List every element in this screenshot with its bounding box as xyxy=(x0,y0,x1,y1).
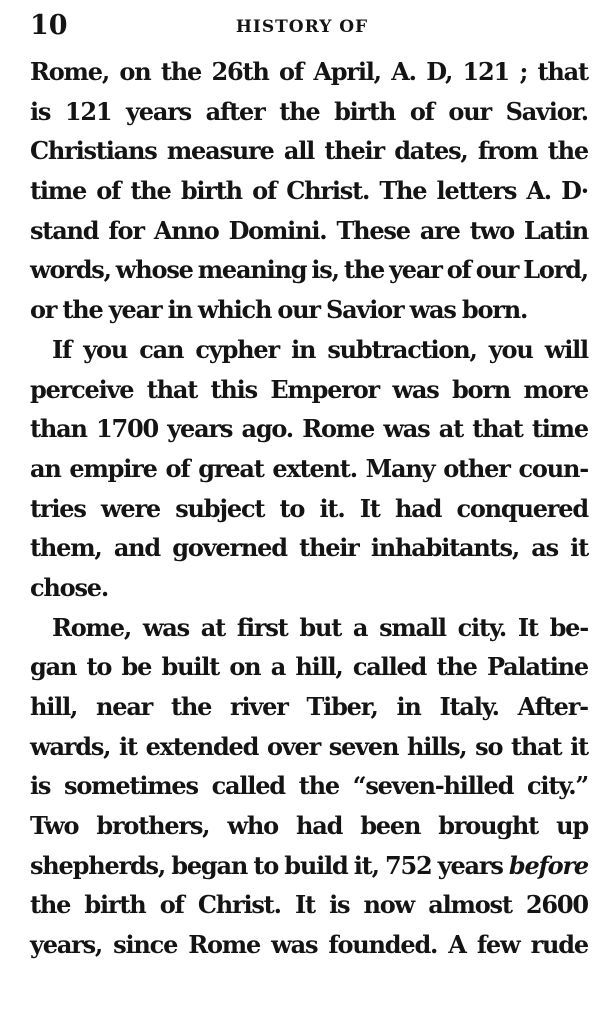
text-line xyxy=(30,608,588,648)
text-line xyxy=(30,528,588,568)
word: that xyxy=(146,374,198,404)
word: hill, xyxy=(30,692,78,721)
word: been xyxy=(360,811,421,841)
word: D, xyxy=(426,57,453,86)
word: Two xyxy=(30,811,79,841)
word: birth xyxy=(180,176,242,206)
word: that xyxy=(511,731,562,761)
word: Emperor xyxy=(270,374,379,404)
word: had xyxy=(295,811,343,841)
text-line xyxy=(30,687,588,727)
word: inhabitants, xyxy=(370,533,519,563)
word: measure xyxy=(166,136,274,166)
word: whose xyxy=(115,255,193,285)
word: April, xyxy=(313,57,381,86)
word: of xyxy=(159,890,184,920)
word: 121 xyxy=(64,96,112,126)
word: in xyxy=(396,692,421,721)
word: rude xyxy=(530,930,588,960)
word: had xyxy=(394,493,442,523)
word: it, xyxy=(353,850,379,880)
word: our xyxy=(448,96,491,126)
word: city.” xyxy=(527,771,588,801)
word: of xyxy=(409,96,434,126)
word: shepherds, xyxy=(30,850,166,880)
word: on xyxy=(119,57,151,86)
word: 121 xyxy=(462,57,510,86)
word: few xyxy=(476,930,520,960)
word: After- xyxy=(517,692,588,721)
text-line xyxy=(30,171,588,211)
word: for xyxy=(108,215,144,245)
running-head: HISTORY OF xyxy=(235,17,369,37)
word: you xyxy=(488,334,533,364)
text-line xyxy=(30,925,588,965)
word: Palatine xyxy=(486,652,588,682)
word: can xyxy=(139,334,184,364)
word: the xyxy=(436,652,477,682)
text-line xyxy=(30,806,588,846)
word: that xyxy=(472,414,523,444)
word: who xyxy=(227,811,278,841)
word: Christ. xyxy=(286,176,370,206)
word: Anno xyxy=(153,215,219,245)
word: founded. xyxy=(328,930,438,960)
word: hill, xyxy=(295,652,343,682)
word: coun- xyxy=(518,453,588,483)
word: our xyxy=(277,295,320,325)
text-line xyxy=(30,330,588,370)
word: up xyxy=(556,811,588,841)
text-line xyxy=(30,290,588,330)
word: subtraction, xyxy=(327,334,477,364)
word: Tiber, xyxy=(306,692,378,721)
word: from xyxy=(477,136,538,166)
word: first xyxy=(236,612,288,642)
word: small xyxy=(379,612,446,642)
word: since xyxy=(113,930,178,960)
page-header xyxy=(0,6,604,46)
word: chose. xyxy=(30,572,109,602)
word: before xyxy=(508,850,588,880)
word: extent. xyxy=(272,453,357,483)
word: A xyxy=(448,930,466,960)
word: Many xyxy=(365,453,435,483)
word: and xyxy=(113,533,160,563)
word: called xyxy=(211,771,285,801)
word: as xyxy=(531,533,558,563)
word: birth xyxy=(84,890,146,920)
word: the xyxy=(279,96,320,126)
word: was xyxy=(392,374,439,404)
word: that xyxy=(537,57,588,86)
word: 1700 xyxy=(96,414,159,444)
word: their xyxy=(324,136,384,166)
word: it xyxy=(570,731,588,761)
word: Savior xyxy=(326,295,404,325)
word: 752 xyxy=(384,850,432,880)
word: Savior. xyxy=(505,96,588,126)
word: brought xyxy=(438,811,539,841)
word: letters xyxy=(436,176,517,206)
text-line xyxy=(30,92,588,132)
word: years, xyxy=(30,930,103,960)
word: of xyxy=(446,255,471,285)
word: it xyxy=(119,731,137,761)
word: the xyxy=(160,57,202,86)
word: the xyxy=(547,136,588,166)
word: was xyxy=(383,414,430,444)
word: near xyxy=(96,692,153,721)
word: D· xyxy=(561,176,588,206)
word: born. xyxy=(461,295,528,325)
word: the xyxy=(30,890,71,920)
word: on xyxy=(229,652,261,682)
word: It xyxy=(517,612,538,642)
word: 26th xyxy=(211,57,269,86)
word: These xyxy=(336,215,410,245)
text-line xyxy=(30,131,588,171)
text-line xyxy=(30,52,588,92)
text-line xyxy=(30,409,588,449)
word: called xyxy=(352,652,427,682)
word: are xyxy=(419,215,460,245)
word: It xyxy=(359,493,380,523)
word: after xyxy=(205,96,265,126)
word: this xyxy=(210,374,257,404)
word: built xyxy=(161,652,220,682)
word: which xyxy=(197,295,272,325)
word: over xyxy=(266,731,321,761)
word: was xyxy=(409,295,456,325)
word: A. xyxy=(526,176,551,206)
word: It xyxy=(294,890,315,920)
word: brothers, xyxy=(96,811,210,841)
word: were xyxy=(100,493,160,523)
word: ago. xyxy=(241,414,293,444)
word: the xyxy=(62,295,103,325)
word: birth xyxy=(334,96,396,126)
word: in xyxy=(291,334,316,364)
word: of xyxy=(96,176,121,206)
word: year xyxy=(108,295,162,325)
word: them, xyxy=(30,533,102,563)
word: of xyxy=(165,453,190,483)
word: our xyxy=(475,255,519,285)
text-line xyxy=(30,568,588,608)
word: Rome xyxy=(302,414,375,444)
word: at xyxy=(438,414,463,444)
word: almost xyxy=(428,890,512,920)
word: to xyxy=(86,652,112,682)
word: build xyxy=(284,850,348,880)
page-number: 10 xyxy=(30,10,68,41)
word: born xyxy=(451,374,511,404)
word: other xyxy=(443,453,510,483)
text-line xyxy=(30,250,588,290)
text-line xyxy=(30,449,588,489)
word: year xyxy=(389,255,442,285)
word: you xyxy=(83,334,128,364)
word: subject xyxy=(175,493,265,523)
text-line xyxy=(30,211,588,251)
body-text xyxy=(30,52,588,965)
word: of xyxy=(252,176,277,206)
word: perceive xyxy=(30,374,134,404)
word: will xyxy=(544,334,588,364)
word: Christians xyxy=(30,136,157,166)
word: is, xyxy=(311,255,339,285)
word: hills, xyxy=(406,731,467,761)
word: at xyxy=(200,612,226,642)
word: was xyxy=(142,612,189,642)
word: seven xyxy=(328,731,399,761)
text-line xyxy=(30,370,588,410)
word: Latin xyxy=(523,215,588,245)
text-line xyxy=(30,727,588,767)
word: 2600 xyxy=(525,890,588,920)
word: Christ. xyxy=(197,890,281,920)
word: dates, xyxy=(394,136,468,166)
word: in xyxy=(167,295,192,325)
text-line xyxy=(30,766,588,806)
word: words, xyxy=(30,255,111,285)
word: Rome, xyxy=(30,57,109,86)
word: time xyxy=(531,414,588,444)
word: Italy. xyxy=(439,692,499,721)
word: river xyxy=(230,692,288,721)
word: governed xyxy=(172,533,287,563)
word: began xyxy=(171,850,248,880)
word: “seven-hilled xyxy=(352,771,514,801)
word: A. xyxy=(391,57,416,86)
word: The xyxy=(379,176,427,206)
word: two xyxy=(469,215,514,245)
word: cypher xyxy=(195,334,279,364)
word: it xyxy=(570,533,588,563)
word: empire xyxy=(69,453,157,483)
word: now xyxy=(363,890,415,920)
word: the xyxy=(343,255,385,285)
word: sometimes xyxy=(64,771,198,801)
word: time xyxy=(30,176,87,206)
word: stand xyxy=(30,215,99,245)
word: is xyxy=(30,96,51,126)
word: was xyxy=(271,930,318,960)
word: Lord, xyxy=(523,255,588,285)
word: a xyxy=(270,652,286,682)
word: wards, xyxy=(30,731,111,761)
word: be- xyxy=(549,612,588,642)
word: all xyxy=(283,136,315,166)
word: years xyxy=(126,96,191,126)
word: ; xyxy=(519,57,528,86)
word: a xyxy=(352,612,368,642)
word: great xyxy=(198,453,264,483)
word: city. xyxy=(457,612,506,642)
word: gan xyxy=(30,652,77,682)
word: to xyxy=(279,493,305,523)
word: is xyxy=(329,890,350,920)
word: Rome xyxy=(188,930,261,960)
word: the xyxy=(170,692,212,721)
word: so xyxy=(475,731,503,761)
word: the xyxy=(130,176,171,206)
word: the xyxy=(298,771,339,801)
word: than xyxy=(30,414,87,444)
word: Domini. xyxy=(228,215,327,245)
word: to xyxy=(253,850,279,880)
word: meaning xyxy=(197,255,307,285)
word: be xyxy=(121,652,152,682)
word: extended xyxy=(145,731,259,761)
word: it. xyxy=(319,493,345,523)
word: an xyxy=(30,453,61,483)
word: more xyxy=(523,374,588,404)
word: Rome, xyxy=(52,612,131,642)
word: of xyxy=(279,57,303,86)
word: conquered xyxy=(456,493,588,523)
word: but xyxy=(299,612,342,642)
text-line xyxy=(30,489,588,529)
word: or xyxy=(30,295,57,325)
word: years xyxy=(437,850,503,880)
word: years xyxy=(167,414,233,444)
word: is xyxy=(30,771,51,801)
text-line xyxy=(30,846,588,886)
text-line xyxy=(30,647,588,687)
word: their xyxy=(299,533,359,563)
word: If xyxy=(52,334,72,364)
text-line xyxy=(30,885,588,925)
word: tries xyxy=(30,493,86,523)
